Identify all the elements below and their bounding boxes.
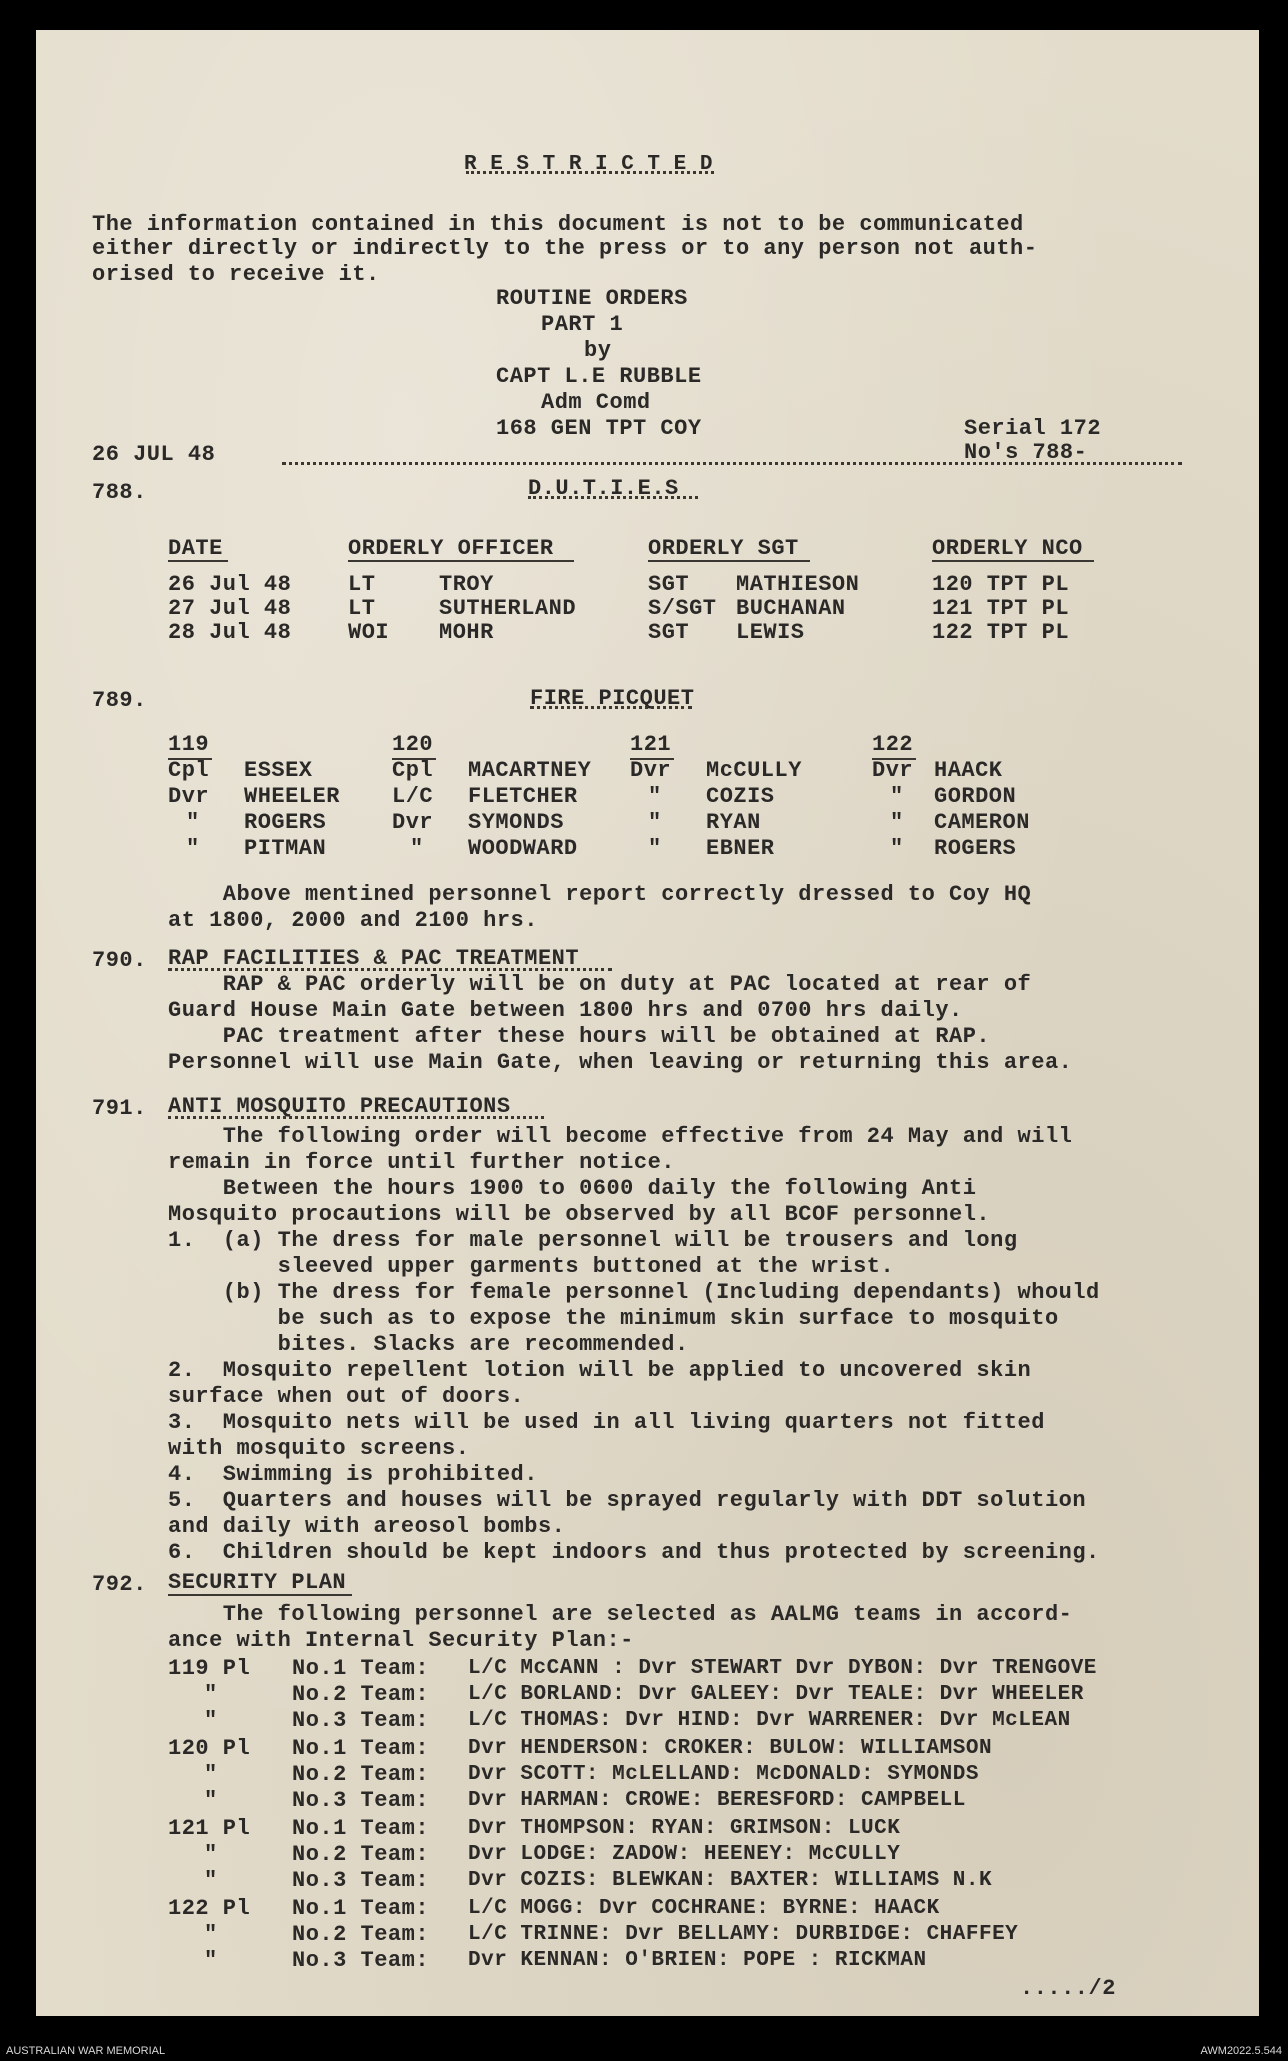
team-number: No.1 Team:	[292, 1816, 430, 1841]
picquet-name: EBNER	[706, 836, 775, 861]
section-792-number: 792.	[92, 1572, 147, 1597]
team-members: Dvr KENNAN: O'BRIEN: POPE : RICKMAN	[468, 1949, 927, 1972]
team-members: L/C MOGG: Dvr COCHRANE: BYRNE: HAACK	[468, 1897, 940, 1920]
picquet-rank: "	[186, 836, 200, 861]
picquet-rank: Cpl	[168, 758, 210, 783]
duties-header-date: DATE	[168, 536, 223, 561]
team-members: L/C THOMAS: Dvr HIND: Dvr WARRENER: Dvr McLEAN	[468, 1709, 1071, 1732]
title-unit: 168 GEN TPT COY	[496, 416, 702, 441]
team-number: No.1 Team:	[292, 1656, 430, 1681]
picquet-name: COZIS	[706, 784, 775, 809]
mosquito-text-line: surface when out of doors.	[168, 1384, 525, 1409]
document-date: 26 JUL 48	[92, 442, 216, 467]
team-number: No.3 Team:	[292, 1948, 430, 1973]
picquet-name: WHEELER	[244, 784, 340, 809]
picquet-rank: Cpl	[392, 758, 434, 783]
mosquito-text-line: Between the hours 1900 to 0600 daily the following Anti	[168, 1176, 977, 1201]
team-number: No.1 Team:	[292, 1896, 430, 1921]
picquet-rank: Dvr	[872, 758, 914, 783]
section-791-title-underline	[168, 1116, 544, 1119]
sgt-rank: S/SGT	[648, 596, 717, 621]
officer-rank: LT	[348, 572, 376, 597]
team-number: No.2 Team:	[292, 1762, 430, 1787]
mosquito-text-line: Mosquito procautions will be observed by all BCOF personnel.	[168, 1202, 991, 1227]
picquet-rank: L/C	[392, 784, 434, 809]
mosquito-text-line: 1. (a) The dress for male personnel will be trousers and long	[168, 1228, 1018, 1253]
duties-header-underline-sgt	[648, 560, 810, 562]
picquet-name: MACARTNEY	[468, 758, 592, 783]
duties-header-underline-nco	[932, 560, 1094, 562]
team-members: Dvr HARMAN: CROWE: BERESFORD: CAMPBELL	[468, 1789, 966, 1812]
picquet-name: ROGERS	[934, 836, 1017, 861]
section-792-title-underline	[168, 1594, 352, 1596]
duties-header-sgt: ORDERLY SGT	[648, 536, 799, 561]
mosquito-text-line: with mosquito screens.	[168, 1436, 470, 1461]
picquet-name: FLETCHER	[468, 784, 578, 809]
picquet-name: CAMERON	[934, 810, 1030, 835]
footer-left-credit: AUSTRALIAN WAR MEMORIAL	[6, 2045, 166, 2057]
rap-text-line: Personnel will use Main Gate, when leaving or returning this area.	[168, 1050, 1073, 1075]
section-789-number: 789.	[92, 688, 147, 713]
order-numbers: No's 788-	[964, 440, 1088, 465]
team-platoon: "	[204, 1762, 218, 1787]
notice-line-1: The information contained in this document is not to be communicated	[92, 212, 1024, 237]
sgt-name: MATHIESON	[736, 572, 860, 597]
duty-date: 28 Jul 48	[168, 620, 292, 645]
picquet-platoon-122: 122	[872, 732, 914, 757]
picquet-name: PITMAN	[244, 836, 327, 861]
team-platoon: 122 Pl	[168, 1896, 251, 1921]
team-platoon: 120 Pl	[168, 1736, 251, 1761]
team-platoon: "	[204, 1842, 218, 1867]
title-by: by	[584, 338, 612, 363]
duty-date: 27 Jul 48	[168, 596, 292, 621]
section-790-title: RAP FACILITIES & PAC TREATMENT	[168, 946, 580, 971]
duties-header-nco: ORDERLY NCO	[932, 536, 1083, 561]
picquet-text-line: Above mentined personnel report correctly dressed to Coy HQ	[168, 882, 1032, 907]
section-788-number: 788.	[92, 480, 147, 505]
team-members: Dvr SCOTT: McLELLAND: McDONALD: SYMONDS	[468, 1763, 979, 1786]
section-788-title-underline	[528, 496, 698, 499]
mosquito-text-line: 3. Mosquito nets will be used in all living quarters not fitted	[168, 1410, 1045, 1435]
sgt-name: BUCHANAN	[736, 596, 846, 621]
team-number: No.3 Team:	[292, 1708, 430, 1733]
team-platoon: 119 Pl	[168, 1656, 251, 1681]
team-platoon: "	[204, 1922, 218, 1947]
duties-header-underline-date	[168, 560, 228, 562]
section-791-title: ANTI MOSQUITO PRECAUTIONS	[168, 1094, 511, 1119]
officer-rank: WOI	[348, 620, 390, 645]
section-790-number: 790.	[92, 948, 147, 973]
team-platoon: "	[204, 1788, 218, 1813]
picquet-name: HAACK	[934, 758, 1003, 783]
mosquito-text-line: be such as to expose the minimum skin surface to mosquito	[168, 1306, 1059, 1331]
title-routine-orders: ROUTINE ORDERS	[496, 286, 688, 311]
team-number: No.2 Team:	[292, 1682, 430, 1707]
nco-platoon: 121 TPT PL	[932, 596, 1070, 621]
section-792-title: SECURITY PLAN	[168, 1570, 347, 1595]
section-790-title-underline	[168, 968, 612, 971]
section-789-title: FIRE PICQUET	[530, 686, 695, 711]
team-members: L/C BORLAND: Dvr GALEEY: Dvr TEALE: Dvr WHEELER	[468, 1683, 1084, 1706]
team-platoon: "	[204, 1868, 218, 1893]
rap-text-line: Guard House Main Gate between 1800 hrs and 0700 hrs daily.	[168, 998, 963, 1023]
mosquito-text-line: remain in force until further notice.	[168, 1150, 675, 1175]
mosquito-text-line: 2. Mosquito repellent lotion will be applied to uncovered skin	[168, 1358, 1032, 1383]
team-platoon: "	[204, 1708, 218, 1733]
picquet-rank: Dvr	[168, 784, 210, 809]
picquet-name: ESSEX	[244, 758, 313, 783]
picquet-name: McCULLY	[706, 758, 802, 783]
notice-line-2: either directly or indirectly to the press or to any person not auth-	[92, 236, 1038, 261]
officer-rank: LT	[348, 596, 376, 621]
team-members: Dvr THOMPSON: RYAN: GRIMSON: LUCK	[468, 1817, 901, 1840]
picquet-rank: Dvr	[392, 810, 434, 835]
picquet-rank: "	[890, 784, 904, 809]
picquet-name: GORDON	[934, 784, 1017, 809]
nco-platoon: 122 TPT PL	[932, 620, 1070, 645]
page-continuation-marker: ...../2	[1020, 1976, 1116, 2001]
picquet-rank: "	[648, 836, 662, 861]
picquet-name: RYAN	[706, 810, 761, 835]
sgt-name: LEWIS	[736, 620, 805, 645]
document-page	[36, 30, 1259, 2016]
picquet-platoon-121: 121	[630, 732, 672, 757]
section-788-title: D.U.T.I.E.S	[528, 476, 679, 501]
rap-text-line: RAP & PAC orderly will be on duty at PAC located at rear of	[168, 972, 1032, 997]
mosquito-text-line: 5. Quarters and houses will be sprayed regularly with DDT solution	[168, 1488, 1087, 1513]
duties-header-officer: ORDERLY OFFICER	[348, 536, 554, 561]
security-text-line: The following personnel are selected as AALMG teams in accord-	[168, 1602, 1073, 1627]
picquet-rank: "	[186, 810, 200, 835]
picquet-platoon-119: 119	[168, 732, 210, 757]
nco-platoon: 120 TPT PL	[932, 572, 1070, 597]
mosquito-text-line: and daily with areosol bombs.	[168, 1514, 566, 1539]
team-members: Dvr HENDERSON: CROKER: BULOW: WILLIAMSON	[468, 1737, 993, 1760]
mosquito-text-line: The following order will become effective from 24 May and will	[168, 1124, 1073, 1149]
security-text-line: ance with Internal Security Plan:-	[168, 1628, 634, 1653]
mosquito-text-line: sleeved upper garments buttoned at the wrist.	[168, 1254, 895, 1279]
team-members: L/C TRINNE: Dvr BELLAMY: DURBIDGE: CHAFFEY	[468, 1923, 1019, 1946]
sgt-rank: SGT	[648, 572, 690, 597]
mosquito-text-line: (b) The dress for female personnel (Including dependants) whould	[168, 1280, 1100, 1305]
team-number: No.2 Team:	[292, 1922, 430, 1947]
footer-right-accession: AWM2022.5.544	[1200, 2045, 1282, 2057]
picquet-rank: "	[890, 810, 904, 835]
picquet-name: SYMONDS	[468, 810, 564, 835]
mosquito-text-line: 6. Children should be kept indoors and thus protected by screening.	[168, 1540, 1100, 1565]
team-number: No.2 Team:	[292, 1842, 430, 1867]
picquet-text-line: at 1800, 2000 and 2100 hrs.	[168, 908, 538, 933]
officer-name: TROY	[439, 572, 494, 597]
team-platoon: "	[204, 1682, 218, 1707]
officer-name: SUTHERLAND	[439, 596, 577, 621]
duty-date: 26 Jul 48	[168, 572, 292, 597]
team-number: No.3 Team:	[292, 1868, 430, 1893]
section-791-number: 791.	[92, 1096, 147, 1121]
picquet-name: WOODWARD	[468, 836, 578, 861]
serial-number: Serial 172	[964, 416, 1102, 441]
mosquito-text-line: bites. Slacks are recommended.	[168, 1332, 689, 1357]
title-part: PART 1	[541, 312, 624, 337]
picquet-rank: "	[410, 836, 424, 861]
title-appointment: Adm Comd	[541, 390, 651, 415]
picquet-rank: "	[890, 836, 904, 861]
duties-header-underline-officer	[348, 560, 574, 562]
classification-heading: R E S T R I C T E D	[464, 153, 713, 176]
picquet-name: ROGERS	[244, 810, 327, 835]
team-platoon: "	[204, 1948, 218, 1973]
mosquito-text-line: 4. Swimming is prohibited.	[168, 1462, 538, 1487]
picquet-platoon-120: 120	[392, 732, 434, 757]
picquet-rank: Dvr	[630, 758, 672, 783]
sgt-rank: SGT	[648, 620, 690, 645]
rap-text-line: PAC treatment after these hours will be obtained at RAP.	[168, 1024, 991, 1049]
team-members: L/C McCANN : Dvr STEWART Dvr DYBON: Dvr TRENGOVE	[468, 1657, 1097, 1680]
notice-line-3: orised to receive it.	[92, 262, 380, 287]
header-divider	[282, 462, 1182, 465]
team-members: Dvr LODGE: ZADOW: HEENEY: McCULLY	[468, 1843, 901, 1866]
team-members: Dvr COZIS: BLEWKAN: BAXTER: WILLIAMS N.K	[468, 1869, 993, 1892]
officer-name: MOHR	[439, 620, 494, 645]
classification-underline	[466, 171, 714, 174]
team-number: No.1 Team:	[292, 1736, 430, 1761]
section-789-title-underline	[530, 706, 692, 709]
team-number: No.3 Team:	[292, 1788, 430, 1813]
picquet-rank: "	[648, 784, 662, 809]
team-platoon: 121 Pl	[168, 1816, 251, 1841]
title-commander: CAPT L.E RUBBLE	[496, 364, 702, 389]
picquet-rank: "	[648, 810, 662, 835]
